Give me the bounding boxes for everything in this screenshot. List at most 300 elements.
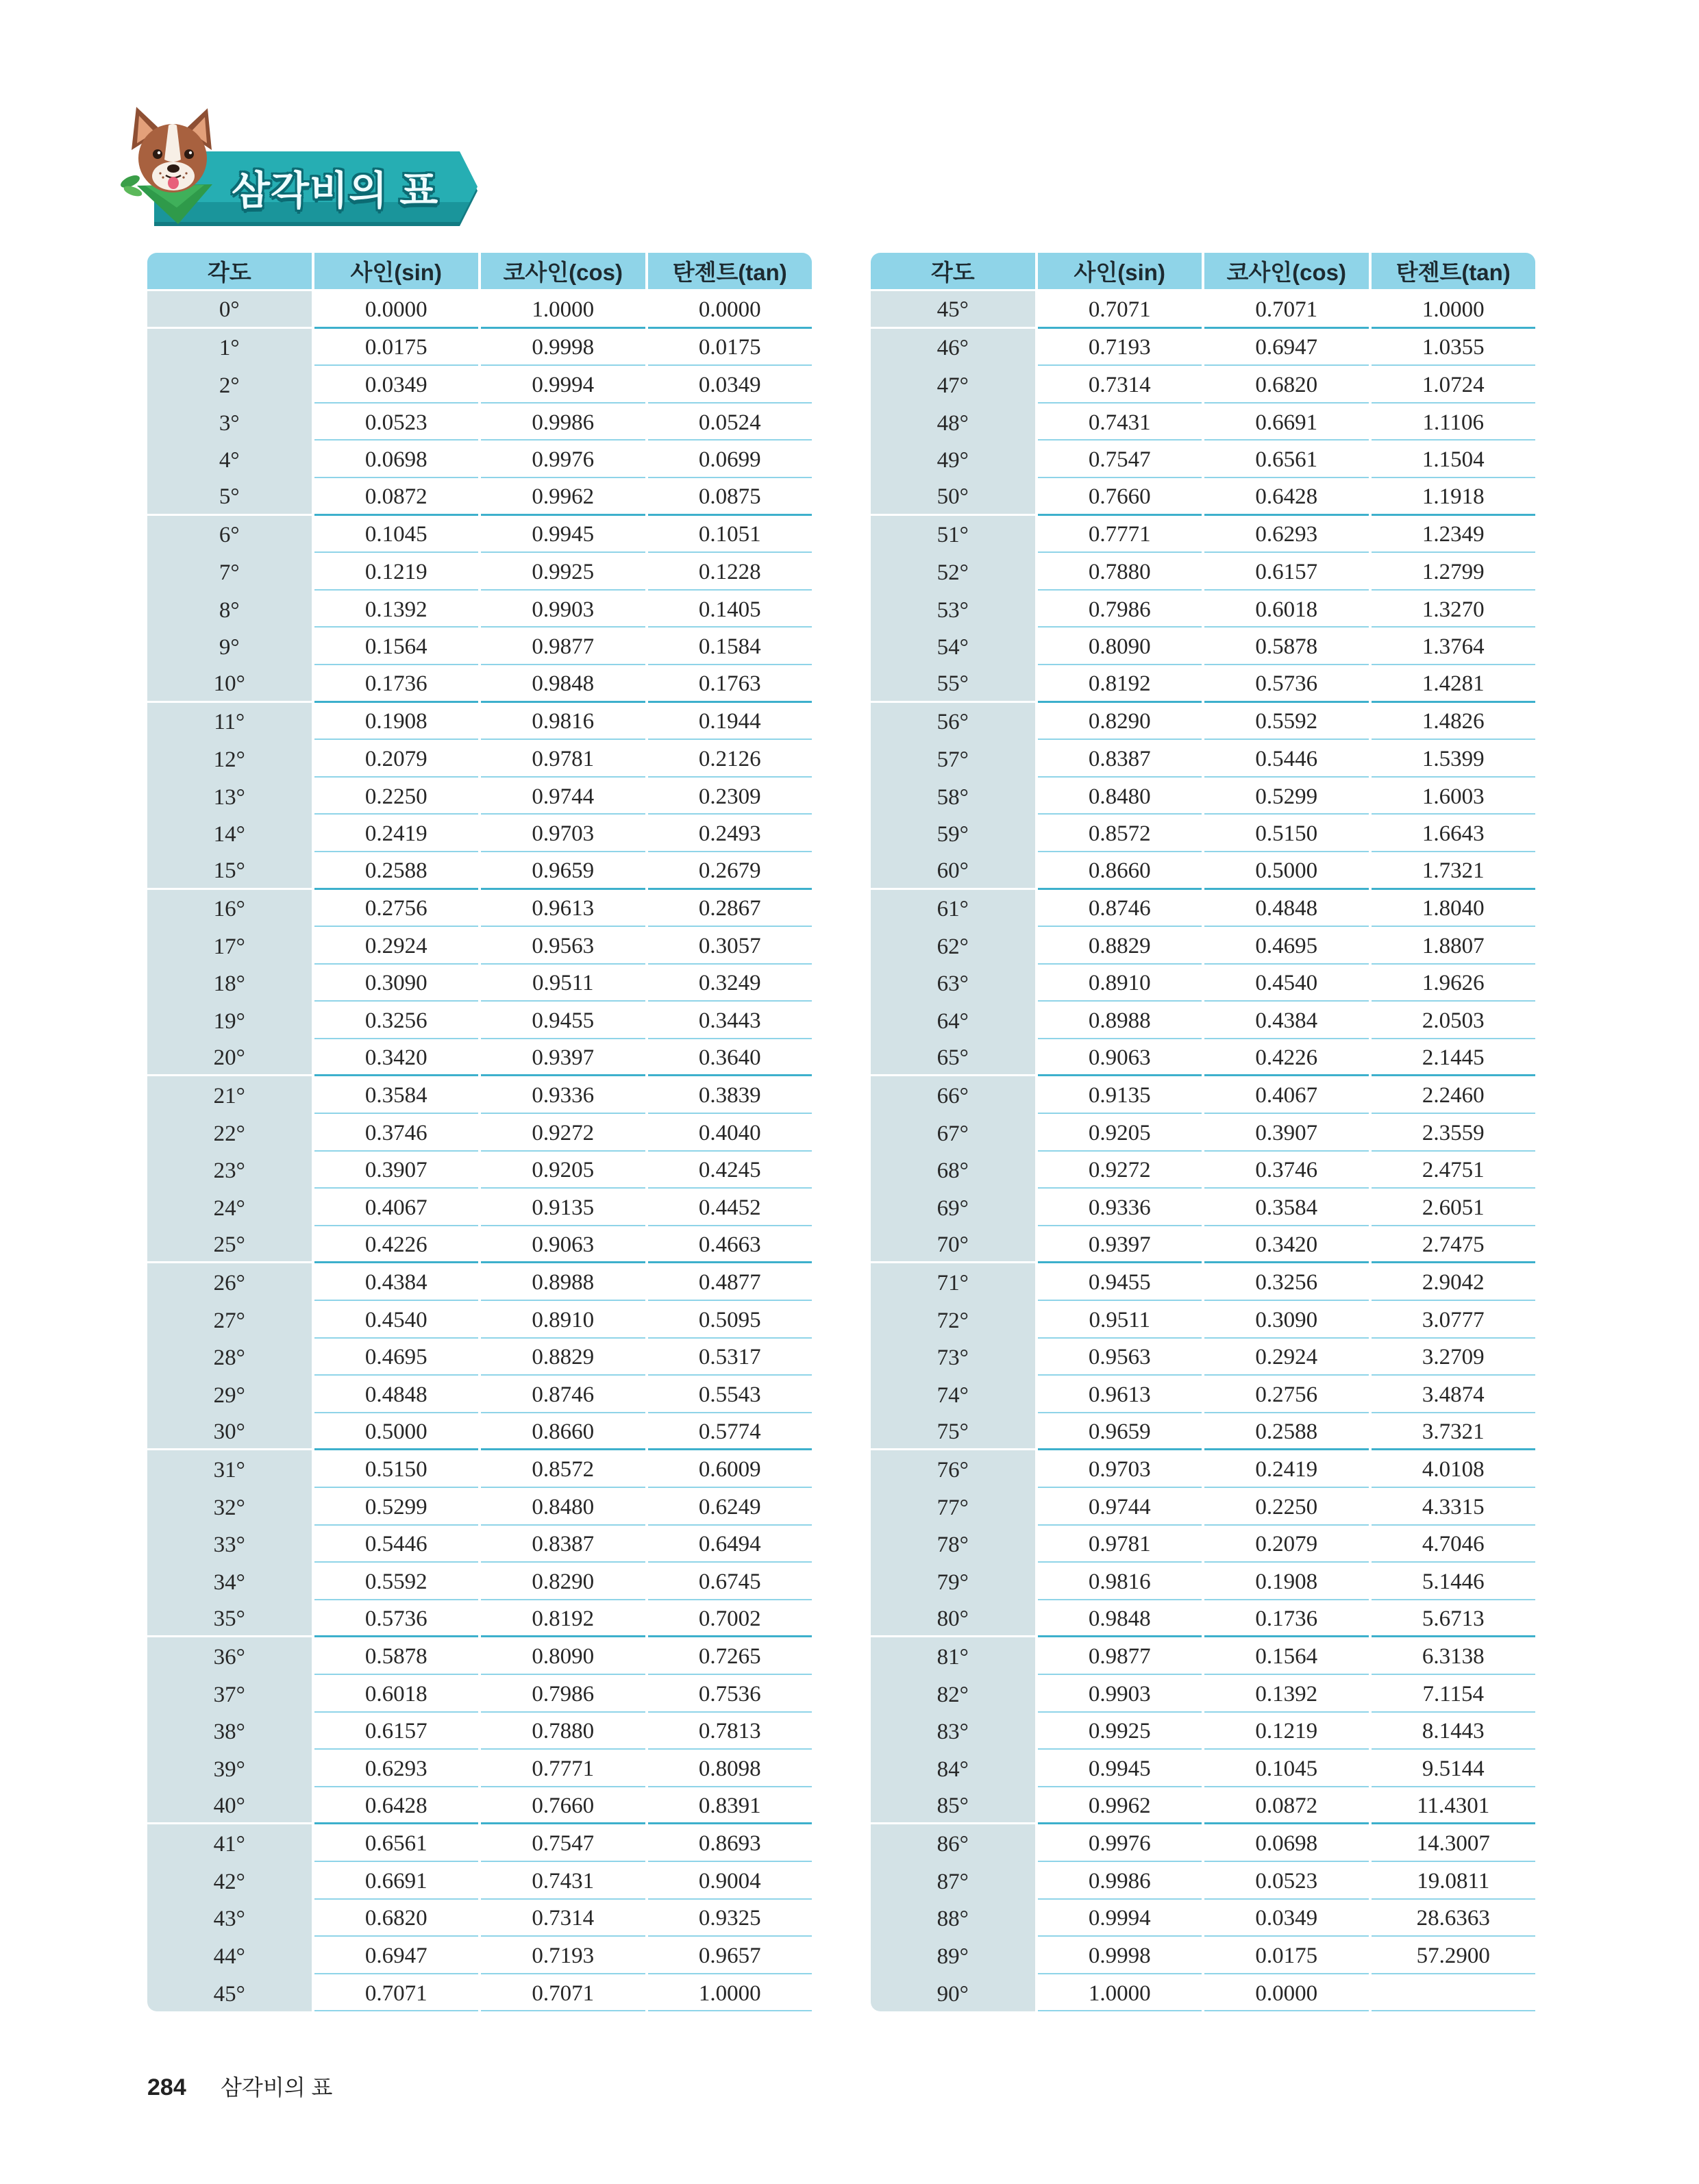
sin-cell: 0.9848 [1038,1600,1202,1638]
sin-cell: 0.7071 [1038,291,1202,329]
table-row [871,478,1535,516]
table-row [147,291,812,329]
tan-cell: 1.9626 [1372,965,1536,1002]
cos-cell: 0.9962 [481,478,645,516]
angle-cell: 10° [147,665,312,703]
table-row [147,591,812,628]
angle-cell: 43° [147,1900,312,1937]
table-row [147,1263,812,1301]
angle-cell: 18° [147,965,312,1002]
table-row [147,553,812,591]
sin-cell: 0.5878 [314,1637,479,1675]
sin-cell: 0.5000 [314,1413,479,1451]
angle-cell: 54° [871,628,1035,665]
cos-cell: 0.5736 [1204,665,1369,703]
sin-cell: 0.9272 [1038,1152,1202,1189]
table-row [871,291,1535,329]
tan-cell: 0.5317 [648,1339,813,1376]
sin-cell: 0.9613 [1038,1376,1202,1413]
tan-cell: 0.4040 [648,1114,813,1152]
sin-cell: 0.1564 [314,628,479,665]
tan-cell: 2.1445 [1372,1039,1536,1077]
sin-cell: 0.9945 [1038,1750,1202,1787]
angle-cell: 21° [147,1076,312,1114]
table-row [147,628,812,665]
tan-cell: 1.5399 [1372,740,1536,778]
table-row [871,1526,1535,1563]
sin-cell: 0.8192 [1038,665,1202,703]
angle-cell: 23° [147,1152,312,1189]
angle-cell: 66° [871,1076,1035,1114]
tan-cell: 1.0000 [1372,291,1536,329]
table-row [147,740,812,778]
leaf-icon [119,173,143,198]
cos-cell: 0.9986 [481,404,645,441]
dog-mascot [118,105,214,228]
tan-cell: 4.3315 [1372,1488,1536,1526]
cos-cell: 0.1045 [1204,1750,1369,1787]
tan-cell: 1.1504 [1372,440,1536,478]
table-row [871,1226,1535,1264]
tan-cell: 0.3249 [648,965,813,1002]
tan-cell: 0.9004 [648,1862,813,1900]
page-footer [147,2070,332,2102]
sin-cell: 0.9925 [1038,1713,1202,1750]
tan-cell: 0.1228 [648,553,813,591]
cos-cell: 0.3746 [1204,1152,1369,1189]
tan-cell: 0.0000 [648,291,813,329]
table-row [147,1039,812,1077]
header-sin: 사인(sin) [1038,253,1202,289]
angle-cell: 71° [871,1263,1035,1301]
tan-cell: 5.1446 [1372,1563,1536,1600]
sin-cell: 0.0872 [314,478,479,516]
cos-cell: 0.2250 [1204,1488,1369,1526]
sin-cell: 0.2079 [314,740,479,778]
angle-cell: 12° [147,740,312,778]
tan-cell: 0.6249 [648,1488,813,1526]
cos-cell: 0.8572 [481,1450,645,1488]
cos-cell: 0.9205 [481,1152,645,1189]
sin-cell: 0.3090 [314,965,479,1002]
cos-cell: 0.1392 [1204,1675,1369,1713]
table-row [147,703,812,741]
tan-cell: 8.1443 [1372,1713,1536,1750]
sin-cell: 0.2756 [314,890,479,928]
angle-cell: 39° [147,1750,312,1787]
sin-cell: 0.8829 [1038,927,1202,965]
sin-cell: 0.9397 [1038,1226,1202,1264]
tan-cell: 0.5543 [648,1376,813,1413]
sin-cell: 0.9903 [1038,1675,1202,1713]
table-row [147,1114,812,1152]
tan-cell: 3.7321 [1372,1413,1536,1451]
sin-cell: 0.9063 [1038,1039,1202,1077]
sin-cell: 0.4226 [314,1226,479,1264]
angle-cell: 73° [871,1339,1035,1376]
tan-cell: 0.3057 [648,927,813,965]
tan-cell: 0.4452 [648,1189,813,1226]
cos-cell: 0.9998 [481,329,645,367]
cos-cell: 0.9272 [481,1114,645,1152]
tan-cell: 1.7321 [1372,852,1536,890]
cos-cell: 0.8829 [481,1339,645,1376]
cos-cell: 0.8660 [481,1413,645,1451]
table-row [871,778,1535,815]
sin-cell: 0.8988 [1038,1002,1202,1039]
sin-cell: 0.9744 [1038,1488,1202,1526]
sin-cell: 0.7547 [1038,440,1202,478]
tan-cell: 11.4301 [1372,1787,1536,1825]
tan-cell: 0.7002 [648,1600,813,1638]
table-row [147,1526,812,1563]
tan-cell: 0.8098 [648,1750,813,1787]
tan-cell: 14.3007 [1372,1824,1536,1862]
tan-cell: 0.5095 [648,1301,813,1339]
sin-cell: 0.8910 [1038,965,1202,1002]
sin-cell: 0.9455 [1038,1263,1202,1301]
table-row [147,1226,812,1264]
cos-cell: 0.9903 [481,591,645,628]
cos-cell: 0.9659 [481,852,645,890]
table-row [871,1488,1535,1526]
header-cos: 코사인(cos) [481,253,645,289]
cos-cell: 0.9511 [481,965,645,1002]
table-row [871,1862,1535,1900]
cos-cell: 0.7986 [481,1675,645,1713]
tan-cell: 7.1154 [1372,1675,1536,1713]
sin-cell: 0.9659 [1038,1413,1202,1451]
angle-cell: 17° [147,927,312,965]
running-title: 삼각비의 표 [221,2075,333,2100]
cos-cell: 0.9848 [481,665,645,703]
sin-cell: 0.7880 [1038,553,1202,591]
tan-cell: 0.3640 [648,1039,813,1077]
angle-cell: 48° [871,404,1035,441]
angle-cell: 15° [147,852,312,890]
cos-cell: 0.3907 [1204,1114,1369,1152]
cos-cell: 0.5150 [1204,815,1369,852]
table-row [147,1413,812,1451]
table-row [871,927,1535,965]
tan-cell: 0.2867 [648,890,813,928]
sin-cell: 1.0000 [1038,1974,1202,2012]
trig-table-right [871,253,1535,2011]
sin-cell: 0.4067 [314,1189,479,1226]
table-row [147,965,812,1002]
cos-cell: 0.4226 [1204,1039,1369,1077]
tan-cell: 1.0000 [648,1974,813,2012]
table-row [871,1189,1535,1226]
angle-cell: 88° [871,1900,1035,1937]
sin-cell: 0.1219 [314,553,479,591]
angle-cell: 46° [871,329,1035,367]
tan-cell: 0.2679 [648,852,813,890]
table-row [871,1974,1535,2012]
sin-cell: 0.1908 [314,703,479,741]
angle-cell: 2° [147,366,312,404]
sin-cell: 0.6293 [314,1750,479,1787]
tan-cell: 0.9325 [648,1900,813,1937]
cos-cell: 0.9613 [481,890,645,928]
angle-cell: 44° [147,1937,312,1974]
cos-cell: 0.1736 [1204,1600,1369,1638]
table-row [871,1563,1535,1600]
tan-cell: 19.0811 [1372,1862,1536,1900]
table-row [147,1189,812,1226]
sin-cell: 0.3746 [314,1114,479,1152]
tan-cell: 0.2126 [648,740,813,778]
sin-cell: 0.9205 [1038,1114,1202,1152]
cos-cell: 0.9976 [481,440,645,478]
table-header [871,253,1535,289]
sin-cell: 0.7660 [1038,478,1202,516]
table-row [147,815,812,852]
table-body [871,291,1535,2011]
cos-cell: 0.9925 [481,553,645,591]
table-row [147,404,812,441]
table-row [871,1937,1535,1974]
table-row [871,628,1535,665]
table-row [871,740,1535,778]
cos-cell: 0.8090 [481,1637,645,1675]
sin-cell: 0.6157 [314,1713,479,1750]
angle-cell: 26° [147,1263,312,1301]
angle-cell: 70° [871,1226,1035,1264]
sin-cell: 0.5446 [314,1526,479,1563]
cos-cell: 0.7771 [481,1750,645,1787]
table-row [147,1937,812,1974]
sin-cell: 0.8387 [1038,740,1202,778]
tan-cell: 0.6494 [648,1526,813,1563]
cos-cell: 0.9563 [481,927,645,965]
cos-cell: 0.5000 [1204,852,1369,890]
table-row [871,1114,1535,1152]
cos-cell: 0.4695 [1204,927,1369,965]
angle-cell: 30° [147,1413,312,1451]
tan-cell: 57.2900 [1372,1937,1536,1974]
sin-cell: 0.9336 [1038,1189,1202,1226]
cos-cell: 0.3256 [1204,1263,1369,1301]
angle-cell: 47° [871,366,1035,404]
cos-cell: 0.8910 [481,1301,645,1339]
cos-cell: 0.0698 [1204,1824,1369,1862]
sin-cell: 0.2588 [314,852,479,890]
table-row [147,1637,812,1675]
header-angle: 각도 [871,253,1035,289]
tan-cell: 0.4877 [648,1263,813,1301]
cos-cell: 0.8988 [481,1263,645,1301]
cos-cell: 0.7071 [481,1974,645,2012]
cos-cell: 0.9816 [481,703,645,741]
sin-cell: 0.6820 [314,1900,479,1937]
cos-cell: 0.0349 [1204,1900,1369,1937]
cos-cell: 0.8290 [481,1563,645,1600]
table-row [871,1824,1535,1862]
tan-cell: 6.3138 [1372,1637,1536,1675]
sin-cell: 0.3584 [314,1076,479,1114]
table-row [871,703,1535,741]
table-row [147,1862,812,1900]
tan-cell: 9.5144 [1372,1750,1536,1787]
table-row [147,1713,812,1750]
cos-cell: 0.3420 [1204,1226,1369,1264]
header-tan: 탄젠트(tan) [648,253,813,289]
angle-cell: 31° [147,1450,312,1488]
table-row [871,1750,1535,1787]
angle-cell: 40° [147,1787,312,1825]
tan-cell: 1.1106 [1372,404,1536,441]
angle-cell: 42° [147,1862,312,1900]
cos-cell: 0.4067 [1204,1076,1369,1114]
sin-cell: 0.9703 [1038,1450,1202,1488]
tan-cell: 0.1584 [648,628,813,665]
angle-cell: 32° [147,1488,312,1526]
tan-cell: 1.8040 [1372,890,1536,928]
cos-cell: 0.9397 [481,1039,645,1077]
table-row [147,440,812,478]
sin-cell: 0.3420 [314,1039,479,1077]
cos-cell: 0.7071 [1204,291,1369,329]
table-row [147,1750,812,1787]
sin-cell: 0.9877 [1038,1637,1202,1675]
angle-cell: 24° [147,1189,312,1226]
sin-cell: 0.0175 [314,329,479,367]
angle-cell: 20° [147,1039,312,1077]
table-row [147,1488,812,1526]
table-row [147,516,812,554]
angle-cell: 5° [147,478,312,516]
angle-cell: 25° [147,1226,312,1264]
table-row [147,1076,812,1114]
angle-cell: 7° [147,553,312,591]
sin-cell: 0.9781 [1038,1526,1202,1563]
angle-cell: 35° [147,1600,312,1638]
cos-cell: 0.9063 [481,1226,645,1264]
tan-cell: 2.3559 [1372,1114,1536,1152]
angle-cell: 36° [147,1637,312,1675]
tan-cell: 0.6745 [648,1563,813,1600]
table-row [871,440,1535,478]
tan-cell: 5.6713 [1372,1600,1536,1638]
sin-cell: 0.8090 [1038,628,1202,665]
tan-cell: 0.0875 [648,478,813,516]
cos-cell: 0.8192 [481,1600,645,1638]
sin-cell: 0.7986 [1038,591,1202,628]
sin-cell: 0.7771 [1038,516,1202,554]
table-row [871,516,1535,554]
angle-cell: 8° [147,591,312,628]
cos-cell: 0.9877 [481,628,645,665]
sin-cell: 0.8746 [1038,890,1202,928]
angle-cell: 69° [871,1189,1035,1226]
sin-cell: 0.4848 [314,1376,479,1413]
table-row [871,591,1535,628]
sin-cell: 0.8480 [1038,778,1202,815]
cos-cell: 0.9994 [481,366,645,404]
sin-cell: 0.0349 [314,366,479,404]
sin-cell: 0.2419 [314,815,479,852]
cos-cell: 0.9781 [481,740,645,778]
table-row [871,404,1535,441]
sin-cell: 0.9511 [1038,1301,1202,1339]
table-row [871,1039,1535,1077]
table-row [871,852,1535,890]
table-row [871,1076,1535,1114]
angle-cell: 1° [147,329,312,367]
table-row [871,665,1535,703]
tan-cell: 0.1405 [648,591,813,628]
cos-cell: 0.6157 [1204,553,1369,591]
angle-cell: 87° [871,1862,1035,1900]
table-row [147,1152,812,1189]
tan-cell: 1.2799 [1372,553,1536,591]
table-row [147,1002,812,1039]
cos-cell: 0.8746 [481,1376,645,1413]
tan-cell [1372,1974,1536,2012]
table-row [147,1900,812,1937]
sin-cell: 0.6018 [314,1675,479,1713]
angle-cell: 38° [147,1713,312,1750]
angle-cell: 56° [871,703,1035,741]
sin-cell: 0.5592 [314,1563,479,1600]
tan-cell: 2.4751 [1372,1152,1536,1189]
angle-cell: 0° [147,291,312,329]
angle-cell: 80° [871,1600,1035,1638]
sin-cell: 0.6561 [314,1824,479,1862]
tan-cell: 28.6363 [1372,1900,1536,1937]
angle-cell: 62° [871,927,1035,965]
angle-cell: 78° [871,1526,1035,1563]
table-row [147,1450,812,1488]
angle-cell: 33° [147,1526,312,1563]
sin-cell: 0.0000 [314,291,479,329]
table-row [871,1263,1535,1301]
cos-cell: 0.1219 [1204,1713,1369,1750]
tan-cell: 1.0355 [1372,329,1536,367]
tan-cell: 0.3443 [648,1002,813,1039]
table-row [147,927,812,965]
angle-cell: 58° [871,778,1035,815]
cos-cell: 0.9703 [481,815,645,852]
angle-cell: 81° [871,1637,1035,1675]
cos-cell: 0.3090 [1204,1301,1369,1339]
table-row [147,1787,812,1825]
cos-cell: 0.9135 [481,1189,645,1226]
angle-cell: 90° [871,1974,1035,2012]
angle-cell: 14° [147,815,312,852]
angle-cell: 61° [871,890,1035,928]
sin-cell: 0.9986 [1038,1862,1202,1900]
tan-cell: 1.2349 [1372,516,1536,554]
sin-cell: 0.7431 [1038,404,1202,441]
table-row [871,1600,1535,1638]
tan-cell: 0.5774 [648,1413,813,1451]
table-row [147,478,812,516]
tan-cell: 2.9042 [1372,1263,1536,1301]
angle-cell: 76° [871,1450,1035,1488]
table-row [871,1637,1535,1675]
angle-cell: 64° [871,1002,1035,1039]
angle-cell: 60° [871,852,1035,890]
angle-cell: 37° [147,1675,312,1713]
cos-cell: 0.9455 [481,1002,645,1039]
tan-cell: 0.2493 [648,815,813,852]
angle-cell: 59° [871,815,1035,852]
tan-cell: 4.7046 [1372,1526,1536,1563]
table-row [871,965,1535,1002]
page-title: 삼각비의 표 [232,168,439,213]
